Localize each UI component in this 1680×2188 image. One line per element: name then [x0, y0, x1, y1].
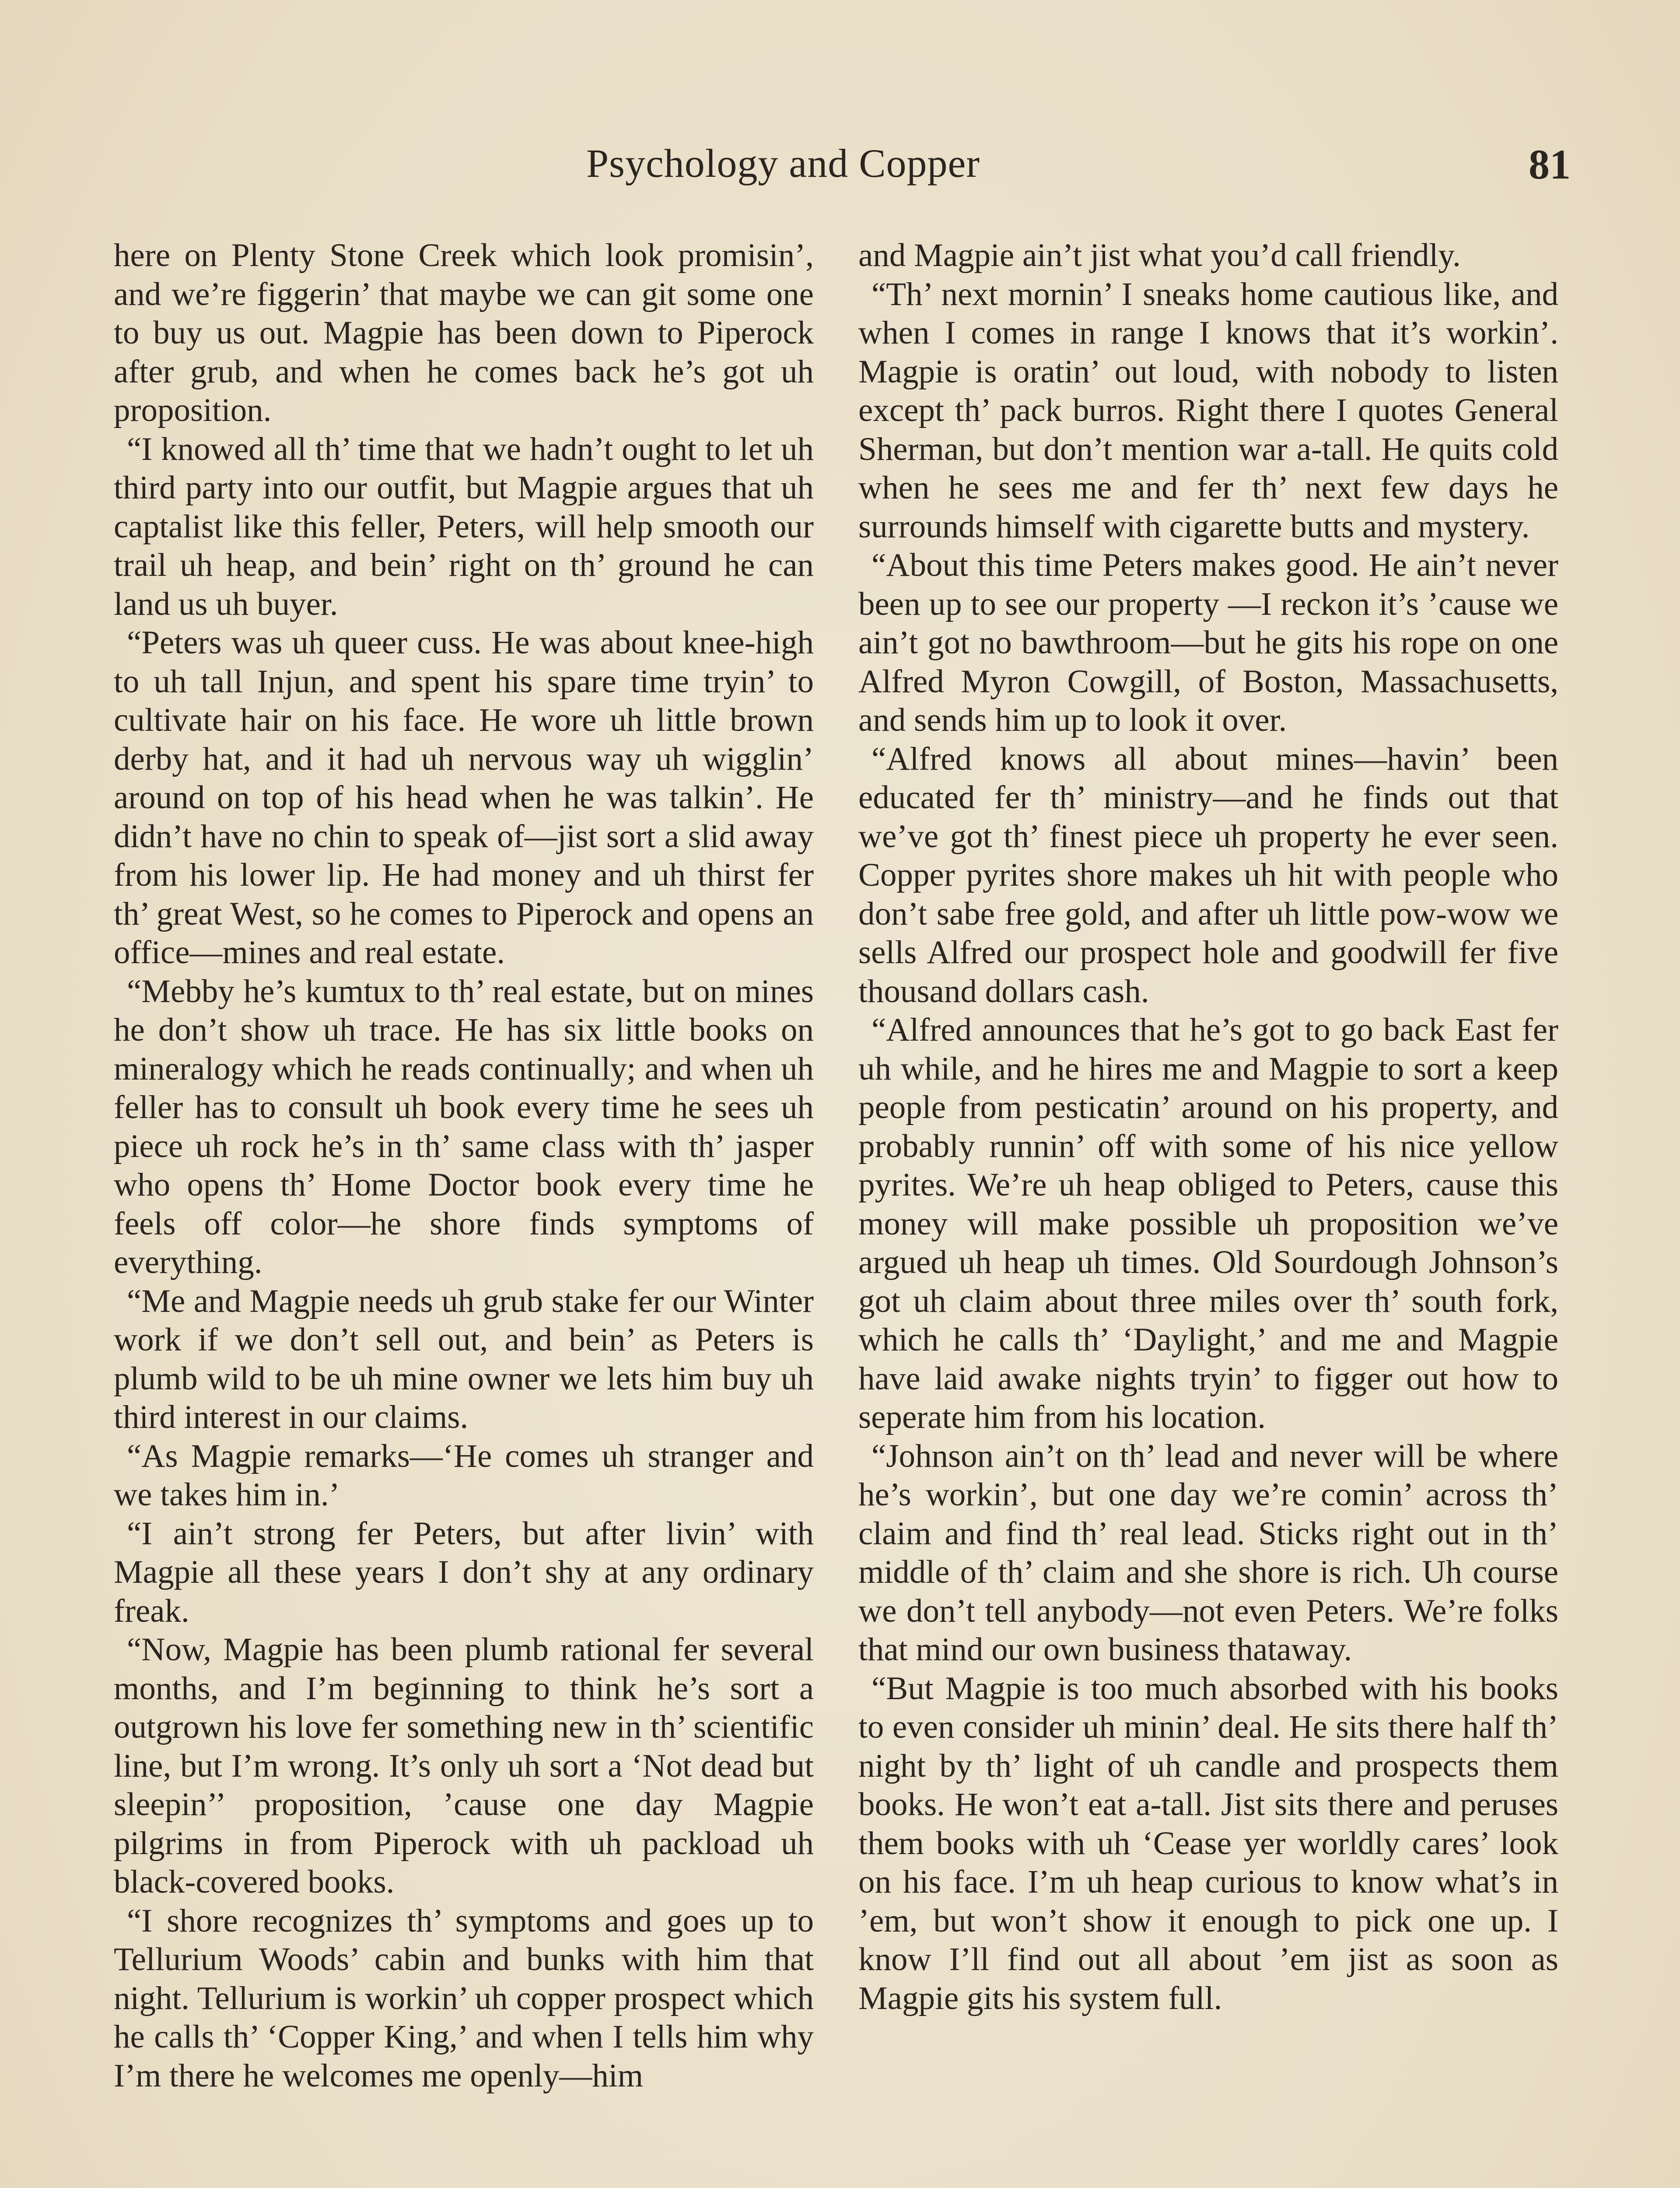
paragraph: “But Magpie is too much absorbed with his books to even consider uh minin’ deal. He sits there half th’ night by th’ light of uh candle and prospects them books. He won’t eat a-tall. Jist sits there and peruses them books with uh ‘Cease yer worldly cares’ look on his face. I’m uh heap curious to know what’s in ’em, but won’t show it enough to pick one up. I know I’ll find out all about ’em jist as soon as Magpie gits his system full. [858, 1670, 1558, 2016]
paragraph: “Now, Magpie has been plumb rational fer several months, and I’m beginning to think he’s sort a outgrown his love fer something new in th’ scientific line, but I’m wrong. It’s only uh sort a ‘Not dead but sleepin’’ proposition, ’cause one day Magpie pilgrims in from Piperock with uh packload uh black-covered books. [114, 1631, 814, 1900]
paragraph: “Me and Magpie needs uh grub stake fer our Winter work if we don’t sell out, and bein’ as Peters is plumb wild to be uh mine owner we lets him buy uh third interest in our claims. [114, 1283, 814, 1435]
paragraph: here on Plenty Stone Creek which look promisin’, and we’re figgerin’ that maybe we can git some one to buy us out. Magpie has been down to Piperock after grub, and when he comes back he’s got uh proposition. [114, 237, 814, 428]
paragraph: “Alfred knows all about mines—havin’ been educated fer th’ ministry—and he finds out that we’ve got th’ finest piece uh property he ever seen. Copper pyrites shore makes uh hit with people who don’t sabe free gold, and after uh little pow-wow we sells Alfred our prospect hole and goodwill fer five thousand dollars cash. [858, 740, 1558, 1010]
paragraph: “Mebby he’s kumtux to th’ real estate, but on mines he don’t show uh trace. He has six little books on mineralogy which he reads continually; and when uh feller has to consult uh book every time he sees uh piece uh rock he’s in th’ same class with th’ jasper who opens th’ Home Doctor book every time he feels off color—he shore finds symptoms of everything. [114, 973, 814, 1280]
paragraph: “I ain’t strong fer Peters, but after livin’ with Magpie all these years I don’t shy at any ordinary freak. [114, 1515, 814, 1629]
paragraph: “Johnson ain’t on th’ lead and never will be where he’s workin’, but one day we’re comin’ across th’ claim and find th’ real lead. Sticks right out in th’ middle of th’ claim and she shore is rich. Uh course we don’t tell anybody—not even Peters. We’re folks that mind our own business thataway. [858, 1438, 1558, 1668]
paragraph: “I shore recognizes th’ symptoms and goes up to Tellurium Woods’ cabin and bunks with him that night. Tellurium is workin’ uh copper prospect which he calls th’ ‘Copper King,’ and when I tells him why I’m there he welcomes me openly—him [114, 1902, 814, 2094]
paragraph: “Alfred announces that he’s got to go back East fer uh while, and he hires me and Magpie to sort a keep people from pesticatin’ around on his property, and probably runnin’ off with some of his nice yellow pyrites. We’re uh heap obliged to Peters, cause this money will make possible uh proposition we’ve argued uh heap uh times. Old Sourdough Johnson’s got uh claim about three miles over th’ south fork, which he calls th’ ‘Daylight,’ and me and Magpie have laid awake nights tryin’ to figger out how to seperate him from his location. [858, 1012, 1558, 1435]
right-text-column [858, 236, 1558, 2018]
paragraph: “As Magpie remarks—‘He comes uh stranger and we takes him in.’ [114, 1438, 814, 1513]
running-head-title: Psychology and Copper [586, 141, 980, 186]
page-number: 81 [1529, 141, 1571, 188]
paragraph: “I knowed all th’ time that we hadn’t ought to let uh third party into our outfit, but Magpie argues that uh captalist like this feller, Peters, will help smooth our trail uh heap, and bein’ right on th’ ground he can land us uh buyer. [114, 431, 814, 622]
paragraph: “About this time Peters makes good. He ain’t never been up to see our property —I reckon it’s ’cause we ain’t got no bawthroom—but he gits his rope on one Alfred Myron Cowgill, of Boston, Massachusetts, and sends him up to look it over. [858, 547, 1558, 738]
paragraph: “Peters was uh queer cuss. He was about knee-high to uh tall Injun, and spent his spare time tryin’ to cultivate hair on his face. He wore uh little brown derby hat, and it had uh nervous way uh wigglin’ around on top of his head when he was talkin’. He didn’t have no chin to speak of—jist sort a slid away from his lower lip. He had money and uh thirst fer th’ great West, so he comes to Piperock and opens an office—mines and real estate. [114, 624, 814, 971]
paragraph: and Magpie ain’t jist what you’d call friendly. [858, 237, 1461, 274]
left-text-column [114, 236, 814, 2095]
paragraph: “Th’ next mornin’ I sneaks home cautious like, and when I comes in range I knows that it’s workin’. Magpie is oratin’ out loud, with nobody to listen except th’ pack burros. Right there I quotes General Sherman, but don’t mention war a-tall. He quits cold when he sees me and fer th’ next few days he surrounds himself with cigarette butts and mystery. [858, 276, 1558, 545]
